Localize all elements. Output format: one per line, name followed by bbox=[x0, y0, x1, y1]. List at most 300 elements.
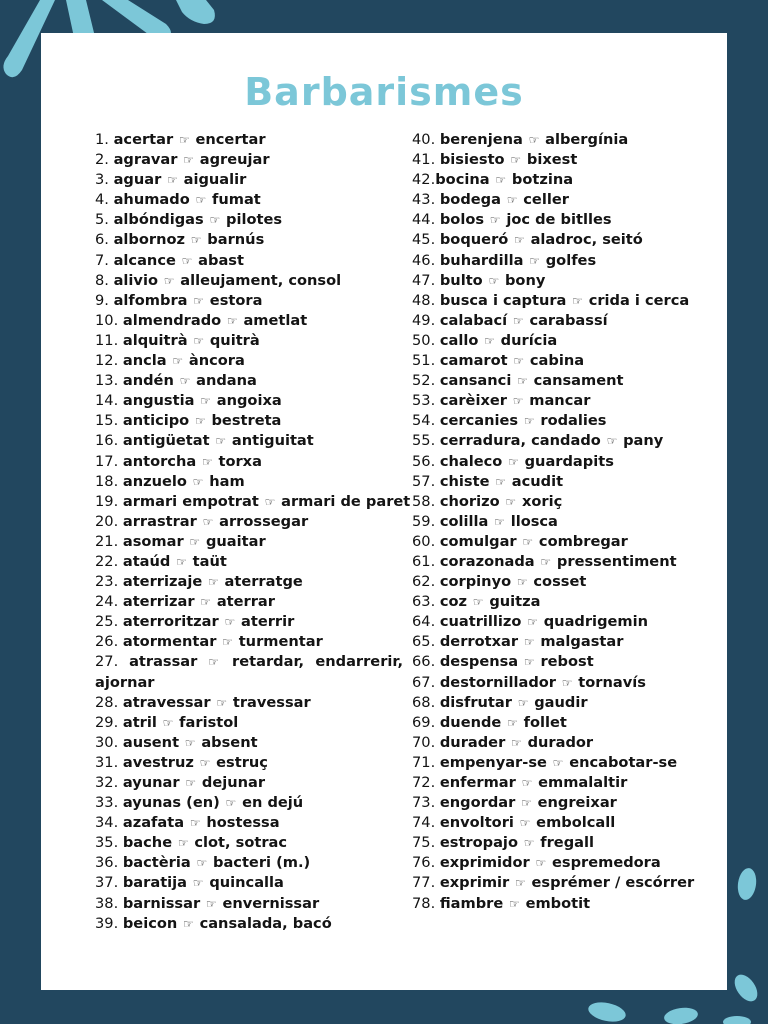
correct-word: angoixa bbox=[216, 392, 282, 410]
correct-word: pany bbox=[623, 432, 664, 450]
item-number: 36. bbox=[95, 854, 119, 872]
barbarism-word: exprimidor bbox=[439, 854, 530, 872]
pointing-hand-icon: ☞ bbox=[205, 896, 217, 911]
list-item bbox=[95, 472, 403, 492]
pointing-hand-icon: ☞ bbox=[163, 273, 175, 288]
correct-word: estora bbox=[209, 291, 263, 309]
pointing-hand-icon: ☞ bbox=[508, 454, 519, 469]
list-item bbox=[95, 371, 403, 391]
correct-word: follet bbox=[523, 713, 567, 731]
correct-word: retardar, endarrerir, ajornar bbox=[95, 653, 404, 691]
item-number: 41. bbox=[412, 151, 436, 169]
pointing-hand-icon: ☞ bbox=[179, 374, 191, 389]
barbarism-word: despensa bbox=[439, 653, 519, 671]
pointing-hand-icon: ☞ bbox=[193, 293, 205, 308]
item-number: 43. bbox=[412, 191, 436, 209]
list-item bbox=[95, 351, 403, 371]
item-number: 53. bbox=[412, 392, 436, 410]
barbarism-word: bolos bbox=[439, 211, 485, 229]
barbarism-word: bache bbox=[122, 834, 173, 852]
barbarism-word: engordar bbox=[439, 794, 516, 812]
item-number: 4. bbox=[95, 191, 109, 209]
barbarism-word: ancla bbox=[122, 352, 167, 370]
barbarism-word: atormentar bbox=[122, 633, 217, 651]
correct-word: en dejú bbox=[242, 794, 304, 812]
item-number: 62. bbox=[412, 573, 436, 591]
item-number: 30. bbox=[95, 733, 119, 751]
pointing-hand-icon: ☞ bbox=[172, 354, 184, 369]
item-number: 40. bbox=[412, 131, 436, 148]
correct-word: aigualir bbox=[183, 171, 247, 189]
list-item bbox=[95, 311, 403, 331]
pointing-hand-icon: ☞ bbox=[226, 313, 238, 328]
item-number: 28. bbox=[95, 693, 119, 711]
pointing-hand-icon: ☞ bbox=[192, 876, 204, 891]
barbarism-word: chorizo bbox=[439, 492, 500, 510]
pointing-hand-icon: ☞ bbox=[509, 896, 520, 911]
barbarisms-list-right bbox=[412, 130, 712, 914]
item-number: 11. bbox=[95, 331, 119, 349]
barbarism-word: camarot bbox=[439, 352, 508, 370]
item-number: 24. bbox=[95, 593, 119, 611]
barbarism-word: acertar bbox=[113, 131, 174, 148]
barbarism-word: antorcha bbox=[122, 452, 197, 470]
item-number: 54. bbox=[412, 412, 436, 430]
list-item bbox=[412, 773, 712, 793]
barbarism-word: bulto bbox=[439, 271, 483, 289]
pointing-hand-icon: ☞ bbox=[572, 293, 583, 308]
pointing-hand-icon: ☞ bbox=[514, 876, 526, 891]
pointing-hand-icon: ☞ bbox=[540, 554, 552, 569]
item-number: 69. bbox=[412, 713, 436, 731]
pointing-hand-icon: ☞ bbox=[522, 534, 534, 549]
item-number: 77. bbox=[412, 874, 436, 892]
correct-word: estruç bbox=[216, 753, 268, 771]
list-item bbox=[412, 813, 712, 833]
item-number: 75. bbox=[412, 834, 436, 852]
pointing-hand-icon: ☞ bbox=[209, 213, 221, 228]
barbarism-word: avestruz bbox=[122, 753, 194, 771]
correct-word: agreujar bbox=[199, 151, 270, 169]
correct-word: durador bbox=[527, 733, 594, 751]
correct-word: fumat bbox=[212, 191, 261, 209]
pointing-hand-icon: ☞ bbox=[523, 655, 535, 670]
correct-word: envernissar bbox=[222, 894, 320, 912]
correct-word: hostessa bbox=[206, 814, 280, 832]
barbarism-word: ausent bbox=[122, 733, 180, 751]
list-item bbox=[412, 753, 712, 773]
item-number: 17. bbox=[95, 452, 119, 470]
correct-word: mancar bbox=[529, 392, 591, 410]
item-number: 25. bbox=[95, 613, 119, 631]
item-number: 74. bbox=[412, 814, 436, 832]
item-number: 66. bbox=[412, 653, 436, 671]
correct-word: clot, sotrac bbox=[194, 834, 288, 852]
correct-word: torxa bbox=[218, 452, 262, 470]
pointing-hand-icon: ☞ bbox=[264, 494, 276, 509]
list-item bbox=[95, 492, 411, 512]
correct-word: joc de bitlles bbox=[506, 211, 612, 229]
barbarism-word: beicon bbox=[122, 914, 178, 932]
pointing-hand-icon: ☞ bbox=[208, 655, 219, 670]
pointing-hand-icon: ☞ bbox=[193, 333, 205, 348]
correct-word: bixest bbox=[526, 151, 578, 169]
correct-word: acudit bbox=[511, 472, 564, 490]
item-number: 14. bbox=[95, 392, 119, 410]
bottom-right-dab-4 bbox=[730, 971, 762, 1006]
barbarism-word: estropajo bbox=[439, 834, 518, 852]
list-item bbox=[95, 652, 403, 692]
pointing-hand-icon: ☞ bbox=[176, 554, 187, 569]
barbarism-word: ayunas (en) bbox=[122, 794, 220, 812]
pointing-hand-icon: ☞ bbox=[177, 836, 189, 851]
barbarism-word: aguar bbox=[113, 171, 162, 189]
pointing-hand-icon: ☞ bbox=[183, 916, 194, 931]
correct-word: absent bbox=[201, 733, 258, 751]
pointing-hand-icon: ☞ bbox=[494, 514, 505, 529]
list-item bbox=[95, 150, 403, 170]
barbarism-word: antigüetat bbox=[122, 432, 210, 450]
correct-word: albergínia bbox=[545, 131, 629, 148]
pointing-hand-icon: ☞ bbox=[535, 856, 547, 871]
barbarism-word: berenjena bbox=[439, 131, 523, 148]
item-number: 6. bbox=[95, 231, 109, 249]
item-number: 7. bbox=[95, 251, 109, 269]
list-item bbox=[95, 693, 403, 713]
item-number: 8. bbox=[95, 271, 109, 289]
correct-word: cansament bbox=[533, 372, 624, 390]
list-item bbox=[412, 873, 712, 893]
list-item bbox=[95, 833, 403, 853]
barbarism-word: arrastrar bbox=[122, 512, 197, 530]
barbarism-word: bisiesto bbox=[439, 151, 505, 169]
list-item bbox=[412, 552, 712, 572]
item-number: 15. bbox=[95, 412, 119, 430]
pointing-hand-icon: ☞ bbox=[527, 615, 538, 630]
item-number: 26. bbox=[95, 633, 119, 651]
item-number: 47. bbox=[412, 271, 436, 289]
barbarism-word: anticipo bbox=[122, 412, 190, 430]
barbarism-word: alcance bbox=[113, 251, 176, 269]
item-number: 18. bbox=[95, 472, 119, 490]
pointing-hand-icon: ☞ bbox=[523, 836, 535, 851]
pointing-hand-icon: ☞ bbox=[529, 253, 540, 268]
list-item bbox=[412, 210, 712, 230]
list-item bbox=[412, 371, 712, 391]
correct-word: àncora bbox=[188, 352, 245, 370]
barbarism-word: derrotxar bbox=[439, 633, 519, 651]
item-number: 73. bbox=[412, 794, 436, 812]
list-item bbox=[412, 391, 712, 411]
item-number: 78. bbox=[412, 894, 436, 912]
correct-word: rebost bbox=[540, 653, 594, 671]
pointing-hand-icon: ☞ bbox=[199, 755, 211, 770]
correct-word: quincalla bbox=[209, 874, 284, 892]
item-number: 56. bbox=[412, 452, 436, 470]
bottom-right-dab-6 bbox=[663, 1006, 699, 1024]
barbarism-word: cuatrillizo bbox=[439, 613, 522, 631]
list-item bbox=[412, 230, 712, 250]
bottom-right-dab-1 bbox=[736, 867, 758, 901]
barbarism-word: azafata bbox=[122, 814, 185, 832]
correct-word: faristol bbox=[179, 713, 239, 731]
list-item bbox=[412, 793, 712, 813]
correct-word: bestreta bbox=[211, 412, 282, 430]
list-item bbox=[412, 452, 712, 472]
correct-word: abast bbox=[198, 251, 244, 269]
barbarism-word: busca i captura bbox=[439, 291, 567, 309]
barbarism-word: durader bbox=[439, 733, 506, 751]
item-number: 67. bbox=[412, 673, 436, 691]
page-title: Barbarismes bbox=[244, 70, 524, 114]
item-number: 76. bbox=[412, 854, 436, 872]
barbarism-word: angustia bbox=[122, 392, 195, 410]
barbarism-word: cercanies bbox=[439, 412, 519, 430]
correct-word: cosset bbox=[533, 573, 587, 591]
list-item bbox=[95, 452, 403, 472]
correct-word: antiguitat bbox=[231, 432, 314, 450]
list-item bbox=[412, 733, 712, 753]
barbarism-word: asomar bbox=[122, 532, 184, 550]
pointing-hand-icon: ☞ bbox=[506, 193, 518, 208]
correct-word: bony bbox=[504, 271, 546, 289]
barbarism-word: aterroritzar bbox=[122, 613, 219, 631]
item-number: 35. bbox=[95, 834, 119, 852]
correct-word: embotit bbox=[525, 894, 591, 912]
correct-word: quitrà bbox=[209, 331, 260, 349]
pointing-hand-icon: ☞ bbox=[178, 133, 190, 147]
list-item bbox=[95, 210, 403, 230]
pointing-hand-icon: ☞ bbox=[224, 615, 236, 630]
list-item bbox=[95, 592, 403, 612]
correct-word: llosca bbox=[510, 512, 558, 530]
barbarism-word: ataúd bbox=[122, 552, 171, 570]
pointing-hand-icon: ☞ bbox=[190, 233, 202, 248]
item-number: 37. bbox=[95, 874, 119, 892]
list-item bbox=[412, 311, 712, 331]
pointing-hand-icon: ☞ bbox=[162, 715, 174, 730]
list-item bbox=[412, 291, 712, 311]
pointing-hand-icon: ☞ bbox=[196, 856, 208, 871]
barbarism-word: anzuelo bbox=[122, 472, 187, 490]
list-item bbox=[412, 632, 712, 652]
correct-word: taüt bbox=[192, 552, 227, 570]
list-item bbox=[95, 291, 403, 311]
pointing-hand-icon: ☞ bbox=[552, 755, 564, 770]
correct-word: aterratge bbox=[224, 573, 303, 591]
pointing-hand-icon: ☞ bbox=[167, 173, 178, 188]
barbarism-word: callo bbox=[439, 331, 479, 349]
list-item bbox=[412, 271, 712, 291]
list-item bbox=[95, 813, 403, 833]
barbarism-word: corazonada bbox=[439, 552, 535, 570]
item-number: 49. bbox=[412, 311, 436, 329]
barbarism-word: bodega bbox=[439, 191, 501, 209]
barbarism-word: boqueró bbox=[439, 231, 509, 249]
list-item bbox=[412, 251, 712, 271]
barbarism-word: armari empotrat bbox=[122, 492, 259, 510]
correct-word: botzina bbox=[511, 171, 574, 189]
pointing-hand-icon: ☞ bbox=[606, 434, 618, 449]
top-left-brush-stroke-4 bbox=[176, 0, 215, 24]
item-number: 48. bbox=[412, 291, 436, 309]
correct-word: guitza bbox=[489, 593, 541, 611]
list-item bbox=[412, 492, 712, 512]
item-number: 70. bbox=[412, 733, 436, 751]
barbarism-word: envoltori bbox=[439, 814, 514, 832]
pointing-hand-icon: ☞ bbox=[510, 153, 522, 168]
pointing-hand-icon: ☞ bbox=[521, 796, 532, 811]
pointing-hand-icon: ☞ bbox=[512, 313, 524, 328]
list-item bbox=[412, 190, 712, 210]
correct-word: celler bbox=[523, 191, 569, 209]
pointing-hand-icon: ☞ bbox=[488, 273, 500, 288]
item-number: 58. bbox=[412, 492, 436, 510]
item-number: 51. bbox=[412, 352, 436, 370]
correct-word: malgastar bbox=[540, 633, 624, 651]
list-item bbox=[412, 130, 712, 150]
list-item bbox=[412, 713, 712, 733]
item-number: 12. bbox=[95, 352, 119, 370]
correct-word: rodalies bbox=[540, 412, 607, 430]
pointing-hand-icon: ☞ bbox=[185, 776, 197, 790]
pointing-hand-icon: ☞ bbox=[189, 534, 201, 549]
list-item bbox=[412, 853, 712, 873]
barbarism-word: almendrado bbox=[122, 311, 222, 329]
list-item bbox=[412, 170, 712, 190]
pointing-hand-icon: ☞ bbox=[200, 394, 211, 409]
pointing-hand-icon: ☞ bbox=[523, 414, 535, 429]
item-number: 3. bbox=[95, 171, 109, 189]
list-item bbox=[95, 572, 403, 592]
item-number: 71. bbox=[412, 753, 436, 771]
barbarism-word: aterrizar bbox=[122, 593, 195, 611]
correct-word: ham bbox=[209, 472, 245, 490]
barbarisms-list-left bbox=[95, 130, 411, 934]
list-item bbox=[95, 230, 403, 250]
barbarism-word: exprimir bbox=[439, 874, 510, 892]
correct-word: fregall bbox=[540, 834, 594, 852]
list-item bbox=[412, 894, 712, 914]
barbarism-word: atrassar bbox=[129, 653, 198, 671]
bottom-right-dab-7 bbox=[723, 1016, 751, 1024]
barbarism-word: alivio bbox=[113, 271, 158, 289]
list-item bbox=[412, 693, 712, 713]
correct-word: combregar bbox=[538, 532, 628, 550]
barbarism-word: corpinyo bbox=[439, 573, 512, 591]
list-item bbox=[412, 572, 712, 592]
correct-word: alleujament, consol bbox=[180, 271, 342, 289]
list-item bbox=[412, 150, 712, 170]
item-number: 61. bbox=[412, 552, 436, 570]
list-item bbox=[412, 612, 712, 632]
item-number: 13. bbox=[95, 372, 119, 390]
item-number: 22. bbox=[95, 552, 119, 570]
barbarism-word: chiste bbox=[439, 472, 490, 490]
item-number: 34. bbox=[95, 814, 119, 832]
correct-word: encertar bbox=[195, 131, 266, 148]
correct-word: andana bbox=[196, 372, 257, 390]
pointing-hand-icon: ☞ bbox=[528, 133, 540, 147]
barbarism-word: aterrizaje bbox=[122, 573, 203, 591]
pointing-hand-icon: ☞ bbox=[516, 575, 528, 590]
bottom-right-dab-5 bbox=[587, 999, 628, 1024]
item-number: 64. bbox=[412, 613, 436, 631]
item-number: 59. bbox=[412, 512, 436, 530]
item-number: 1. bbox=[95, 131, 109, 148]
correct-word: carabassí bbox=[529, 311, 608, 329]
item-number: 20. bbox=[95, 512, 119, 530]
pointing-hand-icon: ☞ bbox=[216, 695, 228, 710]
pointing-hand-icon: ☞ bbox=[511, 735, 522, 750]
pointing-hand-icon: ☞ bbox=[222, 635, 233, 650]
barbarism-word: duende bbox=[439, 713, 502, 731]
list-item bbox=[412, 411, 712, 431]
item-number: 19. bbox=[95, 492, 119, 510]
list-item bbox=[95, 331, 403, 351]
pointing-hand-icon: ☞ bbox=[192, 474, 204, 489]
list-item bbox=[95, 632, 403, 652]
item-number: 32. bbox=[95, 774, 119, 791]
list-item bbox=[412, 512, 712, 532]
list-item bbox=[95, 914, 403, 934]
list-item bbox=[412, 532, 712, 552]
item-number: 55. bbox=[412, 432, 436, 450]
correct-word: emmalaltir bbox=[538, 774, 628, 791]
item-number: 5. bbox=[95, 211, 109, 229]
correct-word: arrossegar bbox=[219, 512, 309, 530]
correct-word: aterrar bbox=[216, 593, 275, 611]
item-number: 38. bbox=[95, 894, 119, 912]
barbarism-word: alquitrà bbox=[122, 331, 188, 349]
list-item bbox=[95, 894, 403, 914]
item-number: 65. bbox=[412, 633, 436, 651]
barbarism-word: fiambre bbox=[439, 894, 504, 912]
list-item bbox=[412, 331, 712, 351]
list-item bbox=[95, 170, 403, 190]
correct-word: quadrigemin bbox=[543, 613, 649, 631]
barbarism-word: alfombra bbox=[113, 291, 188, 309]
pointing-hand-icon: ☞ bbox=[184, 735, 196, 750]
list-item bbox=[95, 391, 403, 411]
correct-word: gaudir bbox=[534, 693, 588, 711]
list-item bbox=[412, 431, 712, 451]
correct-word: guardapits bbox=[524, 452, 614, 470]
list-item bbox=[95, 271, 403, 291]
barbarism-word: coz bbox=[439, 593, 468, 611]
correct-word: guaitar bbox=[205, 532, 266, 550]
correct-word: espremedora bbox=[551, 854, 661, 872]
barbarism-word: agravar bbox=[113, 151, 178, 169]
item-number: 63. bbox=[412, 593, 436, 611]
pointing-hand-icon: ☞ bbox=[513, 354, 525, 369]
list-item bbox=[95, 552, 403, 572]
barbarism-word: ayunar bbox=[122, 774, 180, 791]
correct-word: durícia bbox=[500, 331, 558, 349]
correct-word: turmentar bbox=[238, 633, 323, 651]
list-item bbox=[95, 753, 403, 773]
barbarism-word: disfrutar bbox=[439, 693, 512, 711]
correct-word: esprémer / escórrer bbox=[531, 874, 695, 892]
correct-word: pilotes bbox=[226, 211, 283, 229]
pointing-hand-icon: ☞ bbox=[514, 233, 525, 248]
pointing-hand-icon: ☞ bbox=[519, 816, 531, 831]
correct-word: encabotar-se bbox=[569, 753, 678, 771]
pointing-hand-icon: ☞ bbox=[472, 595, 484, 610]
item-number: 9. bbox=[95, 291, 109, 309]
list-item bbox=[95, 411, 403, 431]
item-number: 60. bbox=[412, 532, 436, 550]
